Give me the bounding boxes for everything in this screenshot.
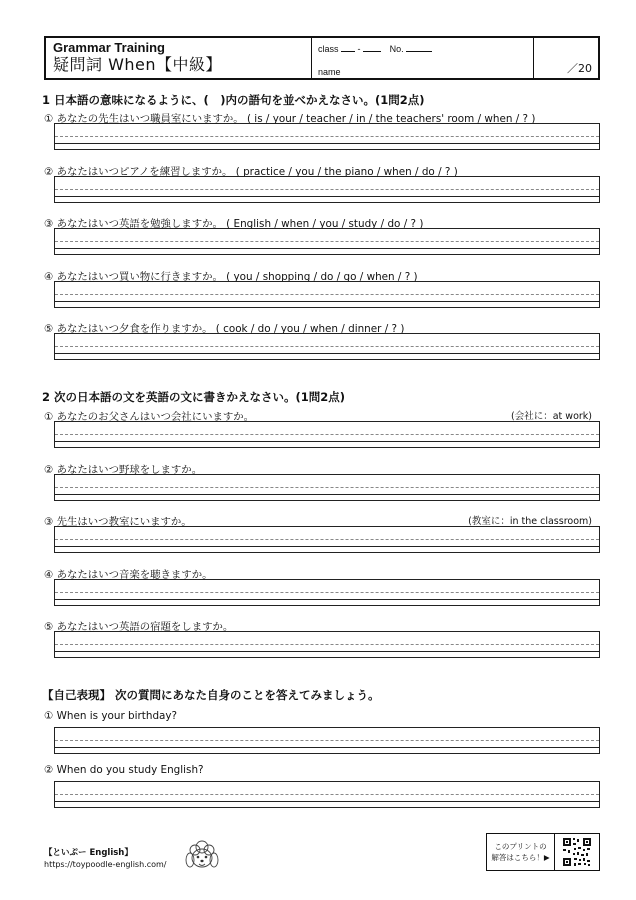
question-prompt: ⑤ あなたはいつ夕食を作りますか。 ( cook / do / you / when / dinner / ? ): [44, 323, 405, 335]
footer-brand: [44, 846, 167, 869]
title-cell: [46, 38, 312, 78]
question-hint: (会社に：at work): [511, 411, 592, 422]
worksheet-subtitle: Grammar Training: [53, 40, 165, 55]
question-prompt: ⑤ あなたはいつ英語の宿題をしますか。: [44, 621, 234, 633]
answer-lines[interactable]: [54, 474, 600, 501]
class-label: class: [318, 44, 339, 54]
answer-line-2: 解答はこちら！▶: [491, 853, 550, 862]
class-separator: -: [357, 44, 361, 54]
answer-lines[interactable]: [54, 228, 600, 255]
answer-lines[interactable]: [54, 526, 600, 553]
question-prompt: ③ あなたはいつ英語を勉強しますか。 ( English / when / you / study / do / ? ): [44, 218, 424, 230]
section3-title: 【自己表現】 次の質問にあなた自身のことを答えてみましょう。: [42, 688, 380, 702]
section1-title: 1 日本語の意味になるように、( )内の語句を並べかえなさい。(1問2点): [42, 93, 425, 107]
question-prompt: ② When do you study English?: [44, 764, 204, 776]
section2-title: 2 次の日本語の文を英語の文に書きかえなさい。(1問2点): [42, 390, 346, 404]
answer-lines[interactable]: [54, 727, 600, 754]
question-prompt: ④ あなたはいつ音楽を聴きますか。: [44, 569, 213, 581]
class-field[interactable]: [318, 44, 432, 54]
name-field[interactable]: [318, 67, 341, 77]
name-label: name: [318, 67, 341, 77]
answer-lines[interactable]: [54, 176, 600, 203]
answer-lines[interactable]: [54, 631, 600, 658]
number-label: No.: [389, 44, 404, 54]
score-cell: [534, 38, 598, 78]
answer-link-box[interactable]: [486, 833, 600, 871]
question-prompt: ④ あなたはいつ買い物に行きますか。 ( you / shopping / do / go / when / ? ): [44, 271, 418, 283]
qr-code-icon[interactable]: [555, 834, 599, 870]
brand-name: 【といぷー English】: [44, 848, 133, 858]
worksheet-title: 疑問詞 When【中級】: [53, 55, 223, 74]
question-hint: (教室に：in the classroom): [468, 516, 592, 527]
answer-lines[interactable]: [54, 281, 600, 308]
score-total: ／20: [567, 62, 592, 75]
header-box: [44, 36, 600, 80]
answer-lines[interactable]: [54, 421, 600, 448]
question-prompt: ① あなたの先生はいつ職員室にいますか。 ( is / your / teacher / in / the teachers' room / when / ? ): [44, 113, 536, 125]
answer-link-text: [487, 834, 555, 870]
brand-url[interactable]: https://toypoodle-english.com/: [44, 860, 167, 869]
answer-lines[interactable]: [54, 123, 600, 150]
question-prompt: ② あなたはいつ野球をしますか。: [44, 464, 203, 476]
answer-lines[interactable]: [54, 781, 600, 808]
student-info-cell: [312, 38, 534, 78]
question-prompt: ① When is your birthday?: [44, 710, 178, 722]
question-prompt: ③ 先生はいつ教室にいますか。: [44, 516, 192, 528]
question-prompt: ① あなたのお父さんはいつ会社にいますか。: [44, 411, 255, 423]
answer-lines[interactable]: [54, 579, 600, 606]
question-prompt: ② あなたはいつピアノを練習しますか。 ( practice / you / the piano / when / do / ? ): [44, 166, 458, 178]
answer-line-1: このプリントの: [494, 842, 547, 851]
answer-lines[interactable]: [54, 333, 600, 360]
poodle-icon: [182, 838, 222, 872]
